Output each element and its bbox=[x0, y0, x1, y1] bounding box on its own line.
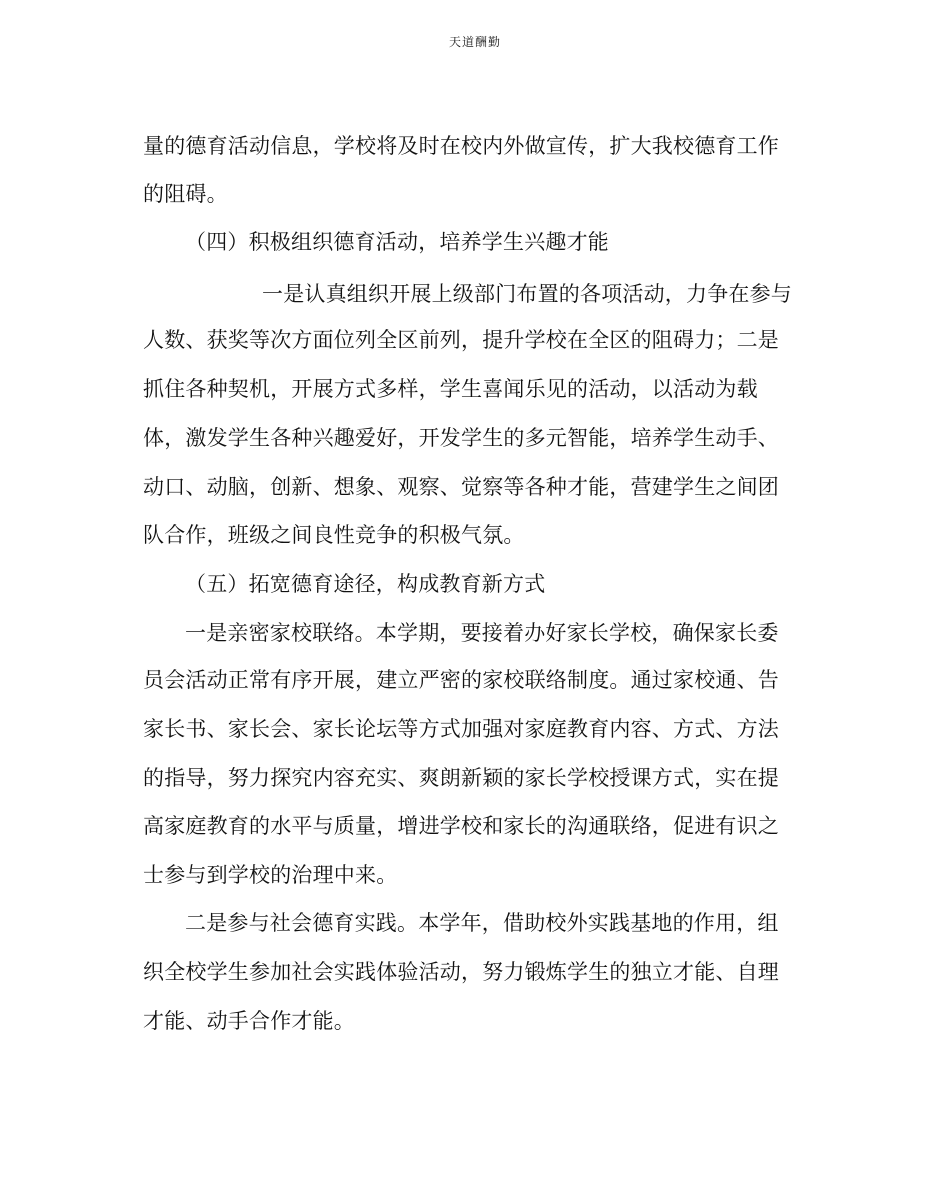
section-heading: （五）拓宽德育途径，构成教育新方式 bbox=[185, 572, 546, 596]
body-line: 的阻碍。 bbox=[143, 182, 228, 206]
body-line: 抓住各种契机，开展方式多样，学生喜闻乐见的活动，以活动为载 bbox=[143, 377, 758, 401]
body-line: 人数、获奖等次方面位列全区前列，提升学校在全区的阻碍力；二是 bbox=[143, 328, 779, 352]
body-line: 体，激发学生各种兴趣爱好，开发学生的多元智能，培养学生动手、 bbox=[143, 426, 779, 450]
body-line: 才能、动手合作才能。 bbox=[143, 1009, 355, 1033]
body-line: 一是认真组织开展上级部门布置的各项活动，力争在参与 bbox=[262, 282, 792, 306]
body-line: 高家庭教育的水平与质量，增进学校和家长的沟通联络，促进有识之 bbox=[143, 814, 779, 838]
body-line: 量的德育活动信息，学校将及时在校内外做宣传，扩大我校德育工作 bbox=[143, 134, 779, 158]
body-line: 的指导，努力探究内容充实、爽朗新颖的家长学校授课方式，实在提 bbox=[143, 766, 779, 790]
section-heading: （四）积极组织德育活动，培养学生兴趣才能 bbox=[185, 230, 609, 254]
body-line: 队合作，班级之间良性竞争的积极气氛。 bbox=[143, 523, 525, 547]
body-line: 家长书、家长会、家长论坛等方式加强对家庭教育内容、方式、方法 bbox=[143, 717, 779, 741]
body-line: 二是参与社会德育实践。本学年，借助校外实践基地的作用，组 bbox=[185, 911, 779, 935]
page-header: 天道酬勤 bbox=[448, 35, 501, 49]
body-line: 员会活动正常有序开展，建立严密的家校联络制度。通过家校通、告 bbox=[143, 668, 779, 692]
body-line: 一是亲密家校联络。本学期，要接着办好家长学校，确保家长委 bbox=[185, 621, 779, 645]
body-line: 动口、动脑，创新、想象、观察、觉察等各种才能，营建学生之间团 bbox=[143, 475, 779, 499]
body-line: 织全校学生参加社会实践体验活动，努力锻炼学生的独立才能、自理 bbox=[143, 960, 779, 984]
body-line: 士参与到学校的治理中来。 bbox=[143, 863, 398, 887]
